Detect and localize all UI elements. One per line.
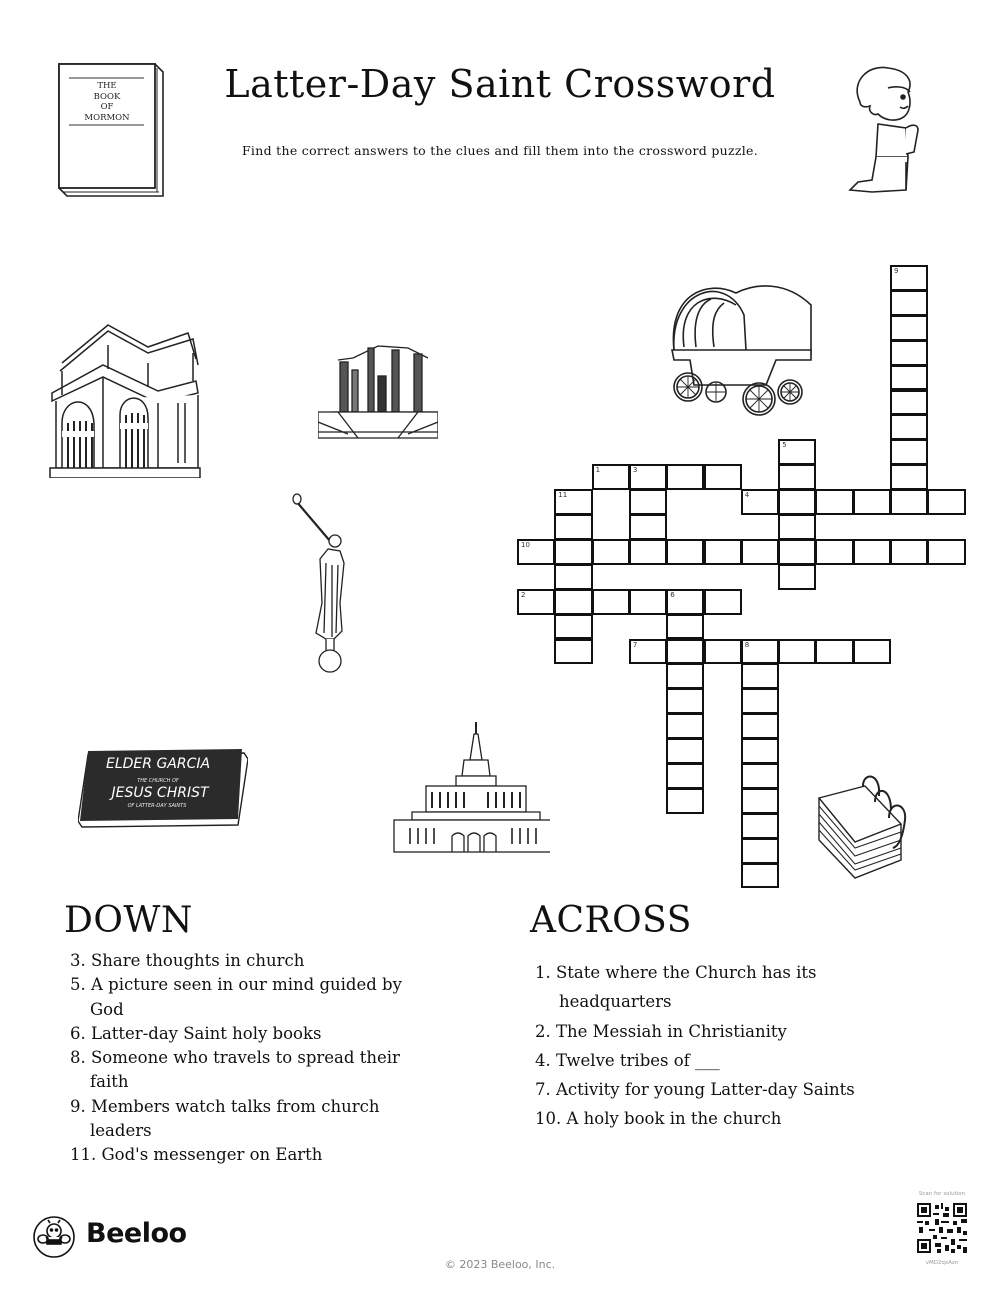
- crossword-cell[interactable]: [704, 639, 742, 665]
- crossword-cell[interactable]: [704, 464, 742, 490]
- across-clues: [535, 958, 935, 1134]
- crossword-cell[interactable]: [890, 340, 928, 366]
- book-title-line: MORMON: [84, 112, 130, 123]
- crossword-cell[interactable]: [815, 639, 853, 665]
- crossword-cell[interactable]: [778, 539, 816, 565]
- across-clue-2: 2. The Messiah in Christianity: [535, 1021, 787, 1041]
- across-clue-4: 4. Twelve tribes of ___: [535, 1050, 720, 1070]
- across-clue-7: 7. Activity for young Latter-day Saints: [535, 1080, 855, 1100]
- clue-number: 7: [632, 640, 638, 649]
- down-clues: [70, 949, 470, 1168]
- clue-number: 11: [558, 491, 568, 500]
- crossword-cell[interactable]: [890, 365, 928, 391]
- crossword-cell[interactable]: [778, 564, 816, 590]
- crossword-cell[interactable]: [741, 738, 779, 764]
- crossword-cell[interactable]: [629, 539, 667, 565]
- crossword-cell[interactable]: [554, 639, 592, 665]
- crossword-cell[interactable]: [890, 489, 928, 515]
- crossword-cell[interactable]: [778, 489, 816, 515]
- crossword-cell[interactable]: [704, 539, 742, 565]
- crossword-cell[interactable]: [666, 713, 704, 739]
- crossword-cell[interactable]: [815, 489, 853, 515]
- book-of-mormon-icon: [55, 60, 167, 200]
- crossword-cell[interactable]: [666, 464, 704, 490]
- scripture-stack-icon: [815, 770, 925, 880]
- crossword-cell[interactable]: [741, 688, 779, 714]
- crossword-cell[interactable]: [853, 539, 891, 565]
- crossword-cell[interactable]: [778, 639, 816, 665]
- badge-line-1: THE CHURCH OF: [137, 778, 179, 784]
- book-title-line: THE: [97, 81, 117, 91]
- crossword-cell[interactable]: [890, 265, 928, 291]
- crossword-cell[interactable]: [741, 838, 779, 864]
- crossword-cell[interactable]: [666, 688, 704, 714]
- clue-number: 4: [744, 491, 750, 500]
- crossword-cell[interactable]: [890, 390, 928, 416]
- crossword-cell[interactable]: [853, 639, 891, 665]
- crossword-cell[interactable]: [741, 813, 779, 839]
- beeloo-logo-icon: [32, 1215, 76, 1259]
- modern-temple-icon: [318, 340, 438, 440]
- crossword-cell[interactable]: [629, 589, 667, 615]
- across-clue-10: 10. A holy book in the church: [535, 1109, 782, 1129]
- down-heading: DOWN: [64, 900, 193, 941]
- crossword-cell[interactable]: [927, 489, 965, 515]
- down-clue-8: 8. Someone who travels to spread their faith: [70, 1048, 400, 1092]
- down-clue-5: 5. A picture seen in our mind guided by God: [70, 975, 402, 1019]
- badge-name: ELDER GARCIA: [106, 756, 211, 772]
- crossword-cell[interactable]: [517, 589, 555, 615]
- crossword-cell[interactable]: [629, 464, 667, 490]
- crossword-cell[interactable]: [741, 663, 779, 689]
- book-title-line: OF: [100, 102, 114, 112]
- across-heading: ACROSS: [530, 900, 692, 941]
- crossword-cell[interactable]: [778, 514, 816, 540]
- angel-moroni-icon: [290, 493, 360, 673]
- clue-number: 10: [521, 540, 530, 549]
- crossword-cell[interactable]: [890, 290, 928, 316]
- crossword-cell[interactable]: [554, 514, 592, 540]
- book-title-line: BOOK: [93, 91, 121, 102]
- crossword-cell[interactable]: [554, 539, 592, 565]
- down-clue-11: 11. God's messenger on Earth: [70, 1145, 323, 1165]
- crossword-cell[interactable]: [666, 738, 704, 764]
- crossword-cell[interactable]: [778, 464, 816, 490]
- crossword-cell[interactable]: [629, 489, 667, 515]
- copyright: © 2023 Beeloo, Inc.: [444, 1258, 556, 1271]
- crossword-cell[interactable]: [890, 464, 928, 490]
- down-clue-9: 9. Members watch talks from church leaders: [70, 1096, 380, 1141]
- crossword-cell[interactable]: [890, 315, 928, 341]
- badge-line-3: OF LATTER-DAY SAINTS: [127, 803, 187, 809]
- missionary-name-badge-icon: [78, 749, 248, 825]
- down-clue-6: 6. Latter-day Saint holy books: [70, 1023, 322, 1043]
- crossword-cell[interactable]: [890, 539, 928, 565]
- crossword-cell[interactable]: [554, 589, 592, 615]
- crossword-cell[interactable]: [741, 639, 779, 665]
- crossword-cell[interactable]: [927, 539, 965, 565]
- crossword-cell[interactable]: [592, 464, 630, 490]
- crossword-cell[interactable]: [741, 539, 779, 565]
- crossword-cell[interactable]: [629, 639, 667, 665]
- crossword-cell[interactable]: [666, 663, 704, 689]
- crossword-cell[interactable]: [741, 489, 779, 515]
- crossword-cell[interactable]: [666, 614, 704, 640]
- crossword-cell[interactable]: [778, 439, 816, 465]
- crossword-cell[interactable]: [554, 489, 592, 515]
- crossword-cell[interactable]: [890, 414, 928, 440]
- clue-number: 9: [894, 267, 899, 275]
- clue-number: 2: [521, 590, 526, 599]
- crossword-cell[interactable]: [554, 614, 592, 640]
- crossword-cell[interactable]: [704, 589, 742, 615]
- crossword-cell[interactable]: [666, 589, 704, 615]
- crossword-cell[interactable]: [741, 788, 779, 814]
- brand-name: Beeloo: [86, 1218, 187, 1249]
- crossword-cell[interactable]: [741, 713, 779, 739]
- temple-arch-icon: [48, 323, 203, 478]
- crossword-cell[interactable]: [741, 763, 779, 789]
- clue-number: 6: [670, 590, 675, 599]
- crossword-cell[interactable]: [741, 863, 779, 889]
- crossword-cell[interactable]: [666, 788, 704, 814]
- across-clue-1: 1. State where the Church has its headquarters: [535, 963, 817, 1012]
- crossword-cell[interactable]: [666, 763, 704, 789]
- crossword-cell[interactable]: [815, 539, 853, 565]
- crossword-cell[interactable]: [666, 639, 704, 665]
- crossword-cell[interactable]: [517, 539, 555, 565]
- badge-line-2: JESUS CHRIST: [111, 785, 209, 801]
- covered-wagon-icon: [666, 275, 816, 427]
- crossword-cell[interactable]: [592, 589, 630, 615]
- page-title: Latter-Day Saint Crossword: [224, 62, 776, 106]
- qr-code-icon[interactable]: [917, 1203, 967, 1253]
- qr-id: vMD2qxAzn: [925, 1260, 959, 1266]
- down-clue-3: 3. Share thoughts in church: [70, 951, 305, 970]
- crossword-cell[interactable]: [592, 539, 630, 565]
- clue-number: 5: [782, 441, 787, 450]
- clue-number: 3: [632, 466, 638, 475]
- crossword-cell[interactable]: [666, 539, 704, 565]
- crossword-cell[interactable]: [890, 439, 928, 465]
- crossword-cell[interactable]: [853, 489, 891, 515]
- crossword-cell[interactable]: [554, 564, 592, 590]
- clue-number: 1: [595, 466, 601, 475]
- instructions: Find the correct answers to the clues and fill them into the crossword puzzle.: [241, 143, 759, 158]
- clue-number: 8: [744, 640, 750, 649]
- praying-boy-icon: [848, 62, 928, 197]
- crossword-cell[interactable]: [629, 514, 667, 540]
- qr-caption: Scan for solution: [918, 1191, 966, 1197]
- temple-spire-icon: [390, 720, 550, 855]
